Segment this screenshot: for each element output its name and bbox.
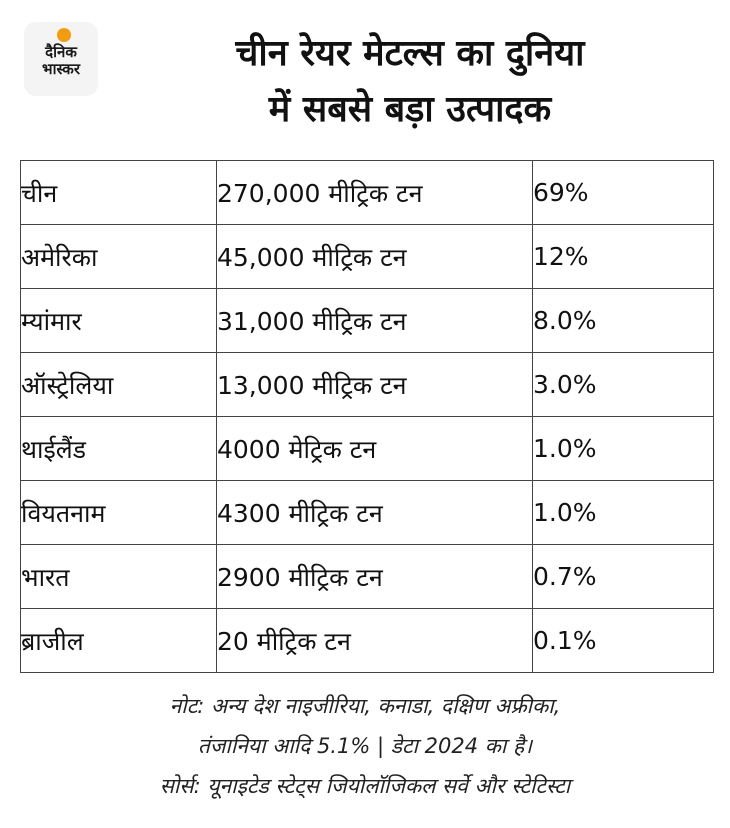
country-cell: थाईलैंड — [21, 417, 217, 481]
logo-line-2: भास्कर — [42, 60, 80, 78]
share-cell: 1.0% — [533, 481, 714, 545]
source-line: सोर्स: यूनाइटेड स्टेट्स जियोलॉजिकल सर्वे और स्टेटिस्टा — [159, 774, 571, 798]
page-title — [110, 26, 710, 138]
amount-cell: 45,000 मीट्रिक टन — [217, 225, 533, 289]
amount-cell: 31,000 मीट्रिक टन — [217, 289, 533, 353]
table-row — [21, 481, 714, 545]
amount-cell: 20 मीट्रिक टन — [217, 609, 533, 673]
title-line-1: चीन रेयर मेटल्स का दुनिया — [235, 33, 585, 74]
amount-cell: 4300 मीट्रिक टन — [217, 481, 533, 545]
table-row — [21, 225, 714, 289]
title-line-2: में सबसे बड़ा उत्पादक — [268, 89, 552, 130]
share-cell: 8.0% — [533, 289, 714, 353]
country-cell: चीन — [21, 161, 217, 225]
logo-text — [24, 44, 98, 78]
country-cell: म्यांमार — [21, 289, 217, 353]
amount-cell: 4000 मेट्रिक टन — [217, 417, 533, 481]
amount-cell: 2900 मीट्रिक टन — [217, 545, 533, 609]
country-cell: भारत — [21, 545, 217, 609]
table-row — [21, 609, 714, 673]
logo-line-1: दैनिक — [45, 43, 77, 61]
note-line: नोट: अन्य देश नाइजीरिया, कनाडा, दक्षिण अफ्रीका, — [169, 694, 561, 718]
share-cell: 12% — [533, 225, 714, 289]
share-cell: 0.7% — [533, 545, 714, 609]
production-table — [20, 160, 714, 673]
dainik-bhaskar-logo — [24, 22, 98, 96]
table-row — [21, 161, 714, 225]
share-cell: 1.0% — [533, 417, 714, 481]
country-cell: वियतनाम — [21, 481, 217, 545]
sun-icon — [57, 28, 71, 42]
share-cell: 69% — [533, 161, 714, 225]
share-cell: 0.1% — [533, 609, 714, 673]
table-row — [21, 353, 714, 417]
country-cell: अमेरिका — [21, 225, 217, 289]
country-cell: ऑस्ट्रेलिया — [21, 353, 217, 417]
amount-cell: 270,000 मीट्रिक टन — [217, 161, 533, 225]
table-row — [21, 545, 714, 609]
table-row — [21, 289, 714, 353]
amount-cell: 13,000 मीट्रिक टन — [217, 353, 533, 417]
table-row — [21, 417, 714, 481]
note-line: तंजानिया आदि 5.1% | डेटा 2024 का है। — [197, 734, 533, 758]
share-cell: 3.0% — [533, 353, 714, 417]
country-cell: ब्राजील — [21, 609, 217, 673]
footnotes — [0, 686, 730, 806]
